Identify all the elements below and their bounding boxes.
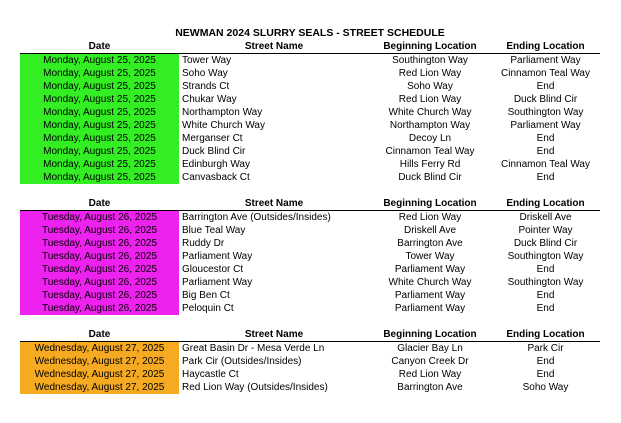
table-row — [20, 106, 600, 119]
ending-location-cell: Parliament Way — [510, 120, 581, 131]
date-header: Date — [20, 328, 179, 342]
date-header: Date — [20, 40, 179, 54]
beginning-location-cell: Hills Ferry Rd — [399, 159, 461, 170]
ending-location-cell: End — [536, 172, 555, 183]
date-cell: Monday, August 25, 2025 — [20, 80, 179, 93]
date-cell: Wednesday, August 27, 2025 — [20, 355, 179, 368]
beginning-location-cell: Parliament Way — [394, 290, 466, 301]
page-title: NEWMAN 2024 SLURRY SEALS - STREET SCHEDULE — [175, 27, 445, 39]
ending-location-cell: Park Cir — [527, 343, 564, 354]
schedule-section-monday — [20, 40, 600, 184]
beginning-location-cell: Parliament Way — [394, 303, 466, 314]
beginning-location-cell: Tower Way — [405, 251, 455, 262]
table-row — [20, 67, 600, 80]
street-name-cell: Park Cir (Outsides/Insides) — [182, 356, 302, 367]
header-row — [20, 40, 600, 54]
street-name-header: Street Name — [179, 40, 369, 54]
street-name-cell: Peloquin Ct — [182, 303, 234, 314]
date-cell: Monday, August 25, 2025 — [20, 106, 179, 119]
table-row — [20, 276, 600, 289]
header-row — [20, 197, 600, 211]
date-header: Date — [20, 197, 179, 211]
beginning-location-cell: Canyon Creek Dr — [391, 356, 469, 367]
date-cell: Tuesday, August 26, 2025 — [20, 211, 179, 225]
beginning-location-cell: Glacier Bay Ln — [397, 343, 463, 354]
street-name-cell: Soho Way — [182, 68, 228, 79]
street-name-cell: Gloucestor Ct — [182, 264, 244, 275]
street-name-header: Street Name — [179, 197, 369, 211]
ending-location-header: Ending Location — [491, 328, 600, 342]
date-cell: Wednesday, August 27, 2025 — [20, 381, 179, 394]
ending-location-cell: End — [536, 81, 555, 92]
street-name-cell: Strands Ct — [182, 81, 230, 92]
street-name-cell: Ruddy Dr — [182, 238, 225, 249]
street-name-cell: Edinburgh Way — [182, 159, 250, 170]
date-cell: Monday, August 25, 2025 — [20, 158, 179, 171]
street-name-cell: Blue Teal Way — [182, 225, 246, 236]
schedule-section-tuesday — [20, 197, 600, 315]
beginning-location-cell: Northampton Way — [389, 120, 471, 131]
table-row — [20, 250, 600, 263]
table-row — [20, 132, 600, 145]
date-cell: Tuesday, August 26, 2025 — [20, 276, 179, 289]
street-name-cell: Chukar Way — [182, 94, 237, 105]
date-cell: Tuesday, August 26, 2025 — [20, 250, 179, 263]
table-row — [20, 263, 600, 276]
date-cell: Monday, August 25, 2025 — [20, 54, 179, 68]
beginning-location-cell: Southington Way — [392, 55, 468, 66]
date-cell: Tuesday, August 26, 2025 — [20, 263, 179, 276]
ending-location-cell: End — [536, 356, 555, 367]
schedule-table — [20, 328, 600, 394]
beginning-location-cell: Red Lion Way — [398, 212, 462, 223]
ending-location-cell: End — [536, 264, 555, 275]
date-cell: Monday, August 25, 2025 — [20, 119, 179, 132]
street-name-cell: White Church Way — [182, 120, 265, 131]
table-row — [20, 145, 600, 158]
beginning-location-cell: Parliament Way — [394, 264, 466, 275]
header-row — [20, 328, 600, 342]
ending-location-cell: End — [536, 133, 555, 144]
table-row — [20, 342, 600, 356]
beginning-location-cell: White Church Way — [388, 107, 472, 118]
street-name-cell: Red Lion Way (Outsides/Insides) — [182, 382, 328, 393]
date-cell: Monday, August 25, 2025 — [20, 67, 179, 80]
beginning-location-cell: Red Lion Way — [398, 94, 462, 105]
street-name-cell: Barrington Ave (Outsides/Insides) — [182, 212, 331, 223]
table-row — [20, 211, 600, 225]
street-name-cell: Duck Blind Cir — [182, 146, 246, 157]
ending-location-cell: End — [536, 369, 555, 380]
ending-location-header: Ending Location — [491, 40, 600, 54]
street-name-cell: Tower Way — [182, 55, 232, 66]
table-row — [20, 381, 600, 394]
ending-location-cell: Pointer Way — [518, 225, 573, 236]
date-cell: Wednesday, August 27, 2025 — [20, 368, 179, 381]
ending-location-cell: End — [536, 303, 555, 314]
ending-location-cell: Duck Blind Cir — [513, 94, 578, 105]
table-row — [20, 54, 600, 68]
beginning-location-cell: Barrington Ave — [397, 382, 463, 393]
schedule-section-wednesday — [20, 328, 600, 394]
table-row — [20, 368, 600, 381]
ending-location-cell: Southington Way — [507, 107, 584, 118]
ending-location-cell: End — [536, 146, 555, 157]
beginning-location-cell: Barrington Ave — [397, 238, 463, 249]
ending-location-cell: Parliament Way — [510, 55, 581, 66]
beginning-location-cell: Driskell Ave — [403, 225, 457, 236]
ending-location-header: Ending Location — [491, 197, 600, 211]
table-row — [20, 302, 600, 315]
date-cell: Monday, August 25, 2025 — [20, 132, 179, 145]
ending-location-cell: End — [536, 290, 555, 301]
table-row — [20, 289, 600, 302]
table-row — [20, 119, 600, 132]
beginning-location-cell: Cinnamon Teal Way — [385, 146, 475, 157]
table-row — [20, 80, 600, 93]
ending-location-cell: Driskell Ave — [519, 212, 572, 223]
date-cell: Monday, August 25, 2025 — [20, 93, 179, 106]
street-name-cell: Parliament Way — [182, 251, 253, 262]
street-name-cell: Big Ben Ct — [182, 290, 230, 301]
beginning-location-header: Beginning Location — [369, 197, 491, 211]
table-row — [20, 237, 600, 250]
ending-location-cell: Southington Way — [507, 277, 584, 288]
table-row — [20, 224, 600, 237]
street-name-cell: Merganser Ct — [182, 133, 243, 144]
street-name-cell: Haycastle Ct — [182, 369, 239, 380]
beginning-location-cell: Red Lion Way — [398, 369, 462, 380]
ending-location-cell: Cinnamon Teal Way — [501, 68, 590, 79]
date-cell: Tuesday, August 26, 2025 — [20, 289, 179, 302]
beginning-location-header: Beginning Location — [369, 40, 491, 54]
beginning-location-cell: Soho Way — [407, 81, 453, 92]
street-name-header: Street Name — [179, 328, 369, 342]
date-cell: Monday, August 25, 2025 — [20, 171, 179, 184]
table-row — [20, 158, 600, 171]
beginning-location-cell: White Church Way — [388, 277, 472, 288]
date-cell: Wednesday, August 27, 2025 — [20, 342, 179, 356]
table-row — [20, 171, 600, 184]
ending-location-cell: Cinnamon Teal Way — [501, 159, 590, 170]
schedule-table — [20, 40, 600, 184]
date-cell: Tuesday, August 26, 2025 — [20, 302, 179, 315]
beginning-location-cell: Red Lion Way — [398, 68, 462, 79]
schedule-table — [20, 197, 600, 315]
date-cell: Tuesday, August 26, 2025 — [20, 237, 179, 250]
street-name-cell: Parliament Way — [182, 277, 253, 288]
street-name-cell: Northampton Way — [182, 107, 263, 118]
street-name-cell: Canvasback Ct — [182, 172, 250, 183]
ending-location-cell: Southington Way — [507, 251, 584, 262]
ending-location-cell: Duck Blind Cir — [513, 238, 578, 249]
beginning-location-cell: Decoy Ln — [408, 133, 452, 144]
table-row — [20, 355, 600, 368]
table-row — [20, 93, 600, 106]
street-name-cell: Great Basin Dr - Mesa Verde Ln — [182, 343, 325, 354]
ending-location-cell: Soho Way — [522, 382, 569, 393]
date-cell: Monday, August 25, 2025 — [20, 145, 179, 158]
beginning-location-header: Beginning Location — [369, 328, 491, 342]
beginning-location-cell: Duck Blind Cir — [398, 172, 462, 183]
date-cell: Tuesday, August 26, 2025 — [20, 224, 179, 237]
